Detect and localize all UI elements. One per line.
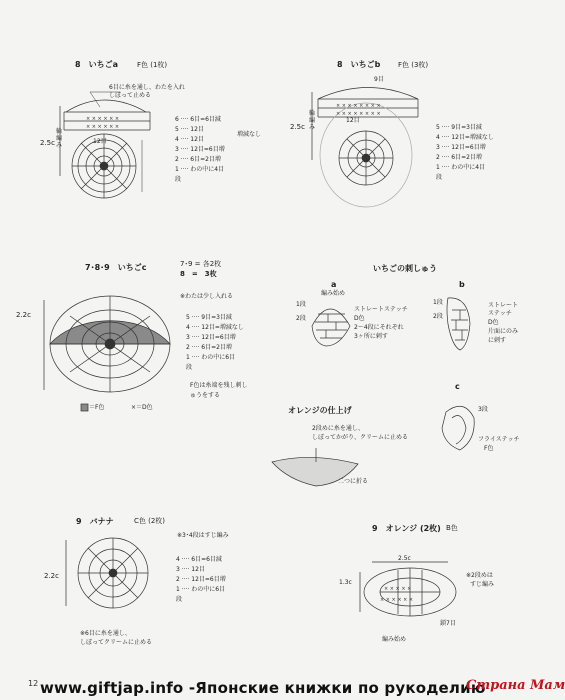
- strawberry-b-color: F色 (3枚): [398, 61, 429, 69]
- embroidery-a-row1: 1段: [296, 301, 306, 308]
- embroidery-a-chart: [312, 309, 350, 346]
- strawberry-c-height: 2.2c: [16, 311, 31, 319]
- row-instruction: 1 ···· わの中に4目: [175, 166, 225, 173]
- strawberry-c-count-1: 7･9 = 各2枚: [180, 260, 222, 268]
- rows-unit: 段: [176, 596, 183, 603]
- row-instruction: 3 ···· 12目: [176, 566, 205, 573]
- strawberry-c-note: ※わたは少し入れる: [180, 293, 234, 300]
- orange-color: B色: [446, 524, 458, 532]
- rows-unit: 段: [175, 176, 182, 183]
- banana-height: 2.2c: [44, 572, 59, 580]
- site-logo: Страна Мам: [466, 678, 565, 693]
- embroidery-b-stitch2: ステッチ: [488, 310, 512, 317]
- embroidery-b-label: b: [459, 280, 465, 289]
- strawberry-c-round-chart: [44, 296, 170, 392]
- svg-text:× × × × × ×: × × × × × ×: [86, 116, 120, 122]
- row-instruction: 3 ···· 12目=6目増: [436, 144, 486, 151]
- row-instruction: 4 ···· 6目=6目減: [176, 556, 222, 563]
- embroidery-b-stitch-note2: に刺す: [488, 337, 507, 344]
- embroidery-b-row2: 2段: [433, 313, 443, 320]
- banana-round-chart: [66, 538, 148, 608]
- banana-title: 9 バナナ: [76, 517, 114, 526]
- row-instruction: 5 ···· 9目=3目減: [436, 124, 482, 131]
- row-instruction: 2 ···· 6目=2目増: [186, 344, 232, 351]
- orange-finish-fold: 二つに折る: [338, 478, 369, 485]
- strawberry-a-note: 6目に糸を通し、わたを入れしぼって止める: [109, 84, 185, 99]
- orange-height: 1.3c: [339, 579, 352, 586]
- strawberry-b-title: 8 いちごb: [337, 60, 381, 69]
- orange-finish-note1: 2段めに糸を通し、: [312, 425, 364, 432]
- row-instruction: 4 ···· 12目: [175, 136, 204, 143]
- orange-finish-title: オレンジの仕上げ: [288, 406, 352, 415]
- row-instruction: 1 ···· わの中に4目: [436, 164, 486, 171]
- strawberry-b-top-label: 9目: [374, 76, 384, 83]
- row-instruction: 2 ···· 6目=2目増: [436, 154, 482, 161]
- rows-unit: 段: [436, 174, 443, 181]
- orange-finish-note2: しぼってかがり、クリームに止める: [312, 434, 409, 441]
- rows-unit: 段: [186, 364, 193, 371]
- strawberry-b-row-count: 12目: [346, 117, 360, 124]
- embroidery-b-row1: 1段: [433, 299, 443, 306]
- orange-width: 2.5c: [398, 555, 411, 562]
- page-number: 12: [28, 679, 39, 688]
- embroidery-c-row3: 3段: [478, 406, 488, 413]
- row-instruction: 1 ···· わの中に6目: [186, 354, 236, 361]
- embroidery-a-start: 編み始め: [321, 290, 346, 297]
- embroidery-b-stitch-color: D色: [488, 319, 499, 326]
- orange-chain: 鎖7目: [440, 620, 456, 627]
- watermark-text: www.giftjap.info -Японские книжки по рукоделию: [40, 679, 486, 697]
- orange-start: 編み始め: [382, 636, 407, 643]
- orange-note2: すじ編み: [470, 581, 495, 588]
- svg-text:× × × × ×: × × × × ×: [384, 586, 412, 592]
- row-instruction: 4 ···· 12目=増減なし: [436, 134, 494, 141]
- banana-note-top: ※3･4段はすじ編み: [177, 532, 229, 539]
- shade-legend-swatch: [81, 404, 88, 411]
- strawberry-b-height: 2.5c: [290, 123, 305, 131]
- embroidery-a-stitch-note1: 2〜4段にそれぞれ: [354, 324, 404, 331]
- embroidery-c-label: c: [455, 382, 460, 391]
- strawberry-a-color: F色 (1枚): [137, 61, 168, 69]
- row-instruction: 1 ···· わの中に6目: [176, 586, 226, 593]
- strawberry-c-embroidery-note: F色は糸端を残し刺しゅうをする: [190, 382, 248, 399]
- row-instruction: 6 ···· 6目=6目減: [175, 116, 221, 123]
- embroidery-c-chart: [442, 406, 474, 450]
- svg-text:× × × × × × × ×: × × × × × × × ×: [336, 103, 381, 109]
- row-instruction: 3 ···· 12目=6目増: [186, 334, 236, 341]
- embroidery-a-stitch: ストレートステッチ: [354, 306, 408, 313]
- svg-text:× × × × × × × ×: × × × × × × × ×: [336, 111, 381, 117]
- embroidery-b-stitch-note1: 片面にのみ: [488, 328, 519, 335]
- strawberry-c-title: 7･8･9 いちごc: [85, 263, 147, 272]
- strawberry-a-title: 8 いちごa: [75, 60, 118, 69]
- orange-title: 9 オレンジ (2枚): [372, 524, 441, 533]
- svg-text:× × × × × ×: × × × × × ×: [86, 124, 120, 130]
- embroidery-a-label: a: [331, 280, 337, 289]
- strawberry-b-side-label: 輪編み: [309, 110, 316, 131]
- row-instruction: 2 ···· 6目=2目増: [175, 156, 221, 163]
- row-instruction: 3 ···· 12目=6目増: [175, 146, 225, 153]
- row-instruction: 5 ···· 12目: [175, 126, 204, 133]
- strawberry-a-height: 2.5c: [40, 139, 55, 147]
- strawberry-a-side-label: 輪編み: [56, 128, 63, 149]
- embroidery-a-row2: 2段: [296, 315, 306, 322]
- embroidery-title: いちごの刺しゅう: [373, 264, 437, 273]
- banana-note-bottom1: ※6目に糸を通し、: [80, 630, 131, 637]
- legend-x-label: ×＝D色: [131, 404, 153, 411]
- embroidery-c-stitch-color: F色: [484, 445, 494, 452]
- rows-bracket-note: 増減なし: [237, 131, 262, 138]
- strawberry-c-count-2: 8 = 3枚: [180, 270, 217, 278]
- strawberry-b-round-chart: [320, 103, 412, 207]
- embroidery-c-stitch: フライステッチ: [478, 436, 520, 443]
- embroidery-b-chart: [447, 298, 470, 350]
- row-instruction: 5 ···· 9目=3目減: [186, 314, 232, 321]
- row-instruction: 4 ···· 12目=増減なし: [186, 324, 244, 331]
- row-instruction: 2 ···· 12目=6目増: [176, 576, 226, 583]
- svg-text:× × × × × ×: × × × × × ×: [380, 597, 414, 603]
- banana-color: C色 (2枚): [134, 517, 166, 525]
- strawberry-a-row-count: 12目: [93, 138, 107, 145]
- embroidery-b-stitch1: ストレート: [488, 302, 519, 309]
- banana-note-bottom2: しぼってクリームに止める: [80, 639, 153, 646]
- embroidery-a-stitch-color: D色: [354, 315, 365, 322]
- embroidery-a-stitch-note2: 3ヶ所に刺す: [354, 333, 388, 340]
- legend-shaded-label: ＝F色: [89, 404, 105, 411]
- orange-note1: ※2段めは: [466, 572, 493, 579]
